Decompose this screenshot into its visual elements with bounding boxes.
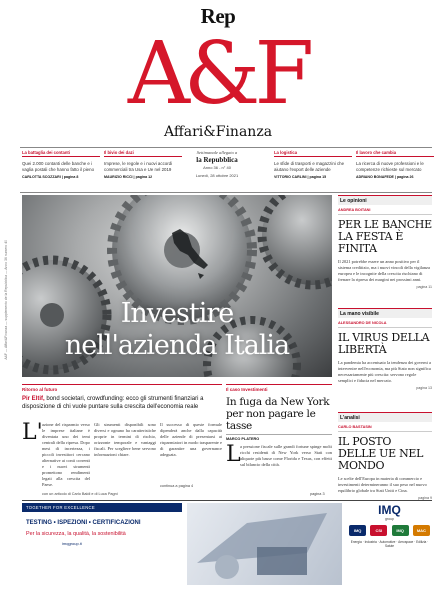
opinion-box[interactable] bbox=[338, 195, 432, 289]
mid-section-label: Il caso Investimenti bbox=[226, 384, 332, 392]
main-column-2: Gli strumenti disponibili sono diversi e ognuno ha caratteristiche proprie in termini di rischio, orizzonte temporale e vantaggi fiscali. Per scegliere bene servono informazioni chiare. bbox=[94, 422, 156, 457]
teaser-label: Il lavoro che cambia bbox=[356, 150, 434, 157]
teaser-text: Quei 2.000 contanti delle banche e i vaglia postali che hanno fatto il pieno bbox=[22, 161, 95, 172]
mid-title[interactable]: In fuga da New York per non pagare le tasse bbox=[226, 396, 330, 432]
rep-logo: Rep bbox=[200, 4, 236, 28]
ad-brand bbox=[347, 503, 432, 589]
spine-text: A&F — Affari&Finanza — supplemento de la Repubblica — Anno 36 numero 40 bbox=[4, 240, 8, 360]
imq-sub: group bbox=[385, 517, 394, 521]
masthead bbox=[0, 0, 436, 145]
mid-page: pagina 3 bbox=[310, 492, 325, 496]
opinion-author: ANDREA BOITANI bbox=[338, 208, 432, 215]
teaser-text: Le sfide di trasporti e magazzini che aiutano l'export delle aziende bbox=[274, 161, 345, 172]
teaser-3[interactable] bbox=[274, 150, 352, 190]
opinion-title: PER LE BANCHE LA FESTA È FINITA bbox=[338, 218, 432, 255]
mid-author: MARCO PLATERO bbox=[226, 434, 332, 441]
main-dropcap: L' bbox=[22, 420, 43, 445]
teaser-author: ADRIANO BONAFEDE | pagina 26 bbox=[356, 175, 414, 179]
masthead-subtitle: Affari&Finanza bbox=[163, 124, 273, 140]
visible-hand-author: ALESSANDRO DE NICOLA bbox=[338, 321, 432, 328]
ad-product-collage bbox=[187, 503, 342, 585]
ad-headline: TESTING • ISPEZIONI • CERTIFICAZIONI bbox=[26, 520, 141, 526]
edition-paper: la Repubblica bbox=[196, 156, 238, 164]
visible-hand-header: La mano visibile bbox=[338, 308, 432, 318]
visible-hand-box[interactable] bbox=[338, 308, 432, 390]
imq-logo: IMQ bbox=[378, 503, 401, 517]
opinion-page: pagina 11 bbox=[416, 285, 432, 289]
gear-right bbox=[262, 195, 332, 285]
edition-info bbox=[164, 150, 270, 190]
visible-hand-body: La pandemia ha accentuato la tendenza dei governi a intervenire nell'economia, ma più Stato non significa necessariamente più crescita: servono regole semplici e fiducia nel mercato. bbox=[338, 360, 431, 383]
brand-logo-icon: MAC bbox=[413, 525, 430, 536]
ad-tagline: Per la sicurezza, la qualità, la sostenibilità bbox=[26, 531, 126, 537]
analysis-page: pagina 9 bbox=[418, 496, 432, 500]
teaser-text: Imprese, le regole e i nuovi accordi commerciali tra Usa e Ue nel 2019 bbox=[104, 161, 173, 172]
teaser-4[interactable] bbox=[356, 150, 434, 190]
ad-image bbox=[187, 503, 342, 585]
hero-title: Investire nell'azienda Italia bbox=[64, 298, 290, 361]
main-footnote: con un articolo di Carlo Baldi e di Luca Pagni bbox=[42, 492, 118, 496]
opinion-header: Le opinioni bbox=[338, 195, 432, 205]
teaser-label: La battaglia dei contanti bbox=[22, 150, 100, 157]
ad-text-block bbox=[22, 503, 182, 589]
edition-supplement: Settimanale allegato a bbox=[196, 150, 238, 155]
advertisement[interactable] bbox=[22, 500, 432, 600]
lede-text: bond societari, crowdfunding: ecco gli strumenti finanziari a disposizione di chi vuole puntare sulla crescita dell'economia reale bbox=[22, 396, 204, 410]
teaser-1[interactable] bbox=[22, 150, 100, 190]
teaser-author: VITTORIO CARLINI | pagina 15 bbox=[274, 175, 327, 179]
teaser-author: CARLOTTA SCOZZARI | pagina 8 bbox=[22, 175, 79, 179]
edition-issue: Anno 36 - n° 40 bbox=[203, 165, 231, 170]
ad-sectors: Energia · Industria · Automotive · Aerospace · Edilizia · Salute bbox=[350, 540, 429, 548]
analysis-title: IL POSTO DELLE UE NEL MONDO bbox=[338, 435, 424, 472]
edition-date: Lunedì, 28 ottobre 2021 bbox=[195, 173, 239, 178]
visible-hand-page: pagina 13 bbox=[416, 386, 432, 390]
main-column-1: azione del risparmio verso le imprese italiane è diventata uno dei temi centrali della ripresa. Dopo mesi di incertezza, i piccoli investitori cercano alternative ai conti correnti e i nuovi strumenti promettono rendimenti legati alla crescita del Paese. bbox=[42, 422, 90, 487]
mid-body: a pressione fiscale sulle grandi fortune spinge molti ricchi residenti di New York verso Stati con aliquote più basse come Florida e Texas, con effetti sul bilancio della città. bbox=[240, 444, 332, 467]
ad-logo-row bbox=[347, 525, 432, 536]
teaser-author: MAURIZIO RICCI | pagina 12 bbox=[104, 175, 153, 179]
divider bbox=[20, 192, 432, 193]
divider bbox=[20, 147, 432, 148]
main-lede[interactable] bbox=[22, 396, 222, 411]
brand-logo-icon: CSI bbox=[370, 525, 387, 536]
teaser-text: La ricerca di nuove professioni e le competenze richieste sul mercato bbox=[356, 161, 424, 172]
brand-logo-icon: IMQ bbox=[349, 525, 366, 536]
teaser-label: Il bivio dei dazi bbox=[104, 150, 182, 157]
analysis-author: CARLO BASTASIN bbox=[338, 425, 432, 432]
hero-image[interactable] bbox=[22, 195, 332, 377]
analysis-body: Le scelte dell'Europa in materia di commercio e investimenti determineranno il suo peso nel nuovo equilibrio globale tra Stati Uniti e Cina. bbox=[338, 476, 427, 493]
teaser-label: La logistica bbox=[274, 150, 352, 157]
analysis-header: L'analisi bbox=[338, 412, 432, 422]
brand-logo-icon: IMQ bbox=[392, 525, 409, 536]
main-continues[interactable]: continua a pagina 4 bbox=[160, 484, 194, 488]
mid-dropcap: L bbox=[226, 442, 241, 467]
ad-band: TOGETHER FOR EXCELLENCE bbox=[22, 503, 182, 512]
opinion-body: Il 2021 potrebbe essere un anno positivo per il sistema creditizio, ma i nuovi vincoli della vigilanza europea e le incognite della crescita rischiano di frenare la ripresa dei margini nei prossimi anni. bbox=[338, 259, 430, 282]
main-column-3: Il successo di queste formule dipenderà anche dalla capacità delle aziende di presentarsi ai risparmiatori in modo trasparente e di garantire una governance adeguata. bbox=[160, 422, 222, 457]
analysis-box[interactable] bbox=[338, 412, 432, 500]
visible-hand-title: IL VIRUS DELLA LIBERTÀ bbox=[338, 331, 430, 356]
af-logo: A&F bbox=[127, 24, 309, 124]
main-section-label: Ritorno al futuro bbox=[22, 384, 222, 392]
ad-url[interactable]: imqgroup.it bbox=[62, 541, 82, 546]
lede-kicker: Pir Eltif, bbox=[22, 396, 45, 402]
